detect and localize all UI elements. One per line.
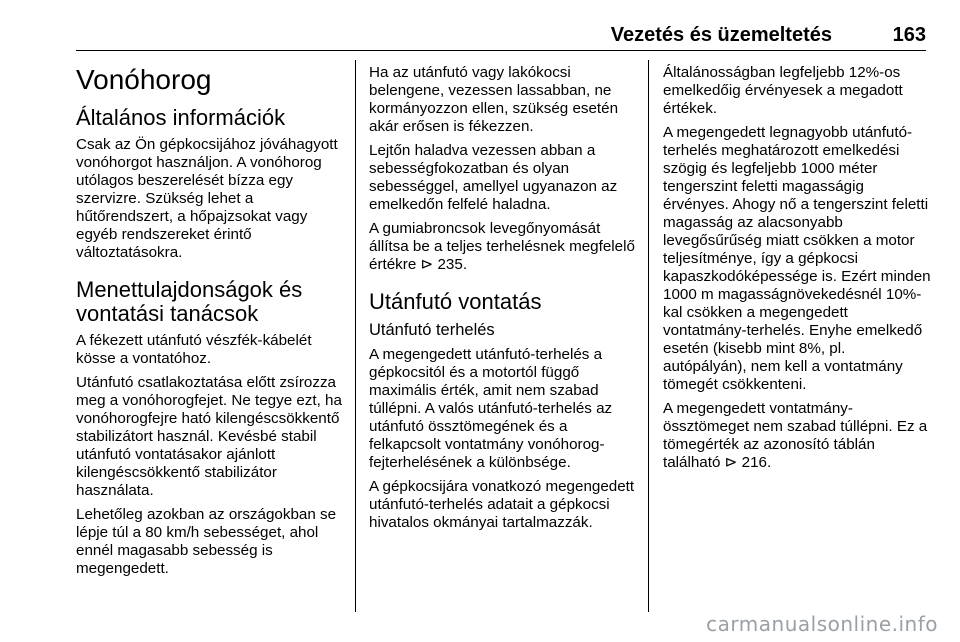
column-divider [648,60,649,612]
page-reference-number: 235. [437,256,468,273]
subsection-title-driving: Menettulajdonságok és vontatási tanácsok [76,277,303,326]
paragraph-with-reference [369,220,637,274]
paragraph: A megengedett legnagyobb utánfutó-terhelés meghatározott emelkedési szögig és legfeljebb 1000 méter tengerszint feletti magasságig érvényes. Ahogy nő a tengerszint feletti magasság az alacsonyabb levegősűrűség miatt csökken a motor teljesítménye, így a gépkocsi kapaszkodóképessége is. Ezért minden 1000 m magasságnövekedésnél 10%-kal csökken a megengedett vontatmány-terhelés. Enyhe emelkedő esetén (kisebb mint 8%, pl. autópályán), nem kell a vontatmány tömegét csökkenteni. [663,124,931,393]
page-reference-number: 216. [741,454,772,471]
page-number: 163 [892,24,926,46]
page-header [76,22,926,51]
paragraph: Lejtőn haladva vezessen abban a sebességfokozatban és olyan sebességgel, amellyel ugyanazon az emelkedőn felfelé haladna. [369,142,618,213]
chapter-title: Vezetés és üzemeltetés [610,24,832,46]
paragraph: A fékezett utánfutó vészfék-kábelét kösse a vontatóhoz. [76,332,312,367]
paragraph-text: A gumiabroncsok levegőnyomását állítsa be a teljes terhelésnek megfelelő értékre [369,220,635,273]
paragraph-with-reference [663,400,931,472]
page-reference[interactable] [725,454,772,471]
watermark: carmanualsonline.info [706,612,938,636]
page-reference-arrow-icon: ⊳ [724,454,738,471]
column-3 [663,64,931,478]
page-reference[interactable] [421,256,468,273]
column-1 [76,64,344,584]
paragraph: A megengedett utánfutó-terhelés a gépkocsitól és a motortól függő maximális érték, amit nem szabad túllépni. A valós utánfutó-terhelés az utánfutó össztömegének és a felkapcsolt vontatmány vonóhorog-fejterhelésének a különbsége. [369,346,613,471]
paragraph: Lehetőleg azokban az országokban se lépje túl a 80 km/h sebességet, ahol ennél magasabb sebesség is megengedett. [76,506,337,577]
page-reference-arrow-icon: ⊳ [420,256,434,273]
section-title: Vonóhorog [76,64,212,95]
subsection-title-load: Utánfutó terhelés [369,321,495,339]
column-2 [369,64,637,538]
paragraph: Utánfutó csatlakoztatása előtt zsírozza meg a vonóhorogfejet. Ne tegye ezt, ha vonóhorogfejre ható kilengéscsökkentő stabilizátort használ. Kevésbé stabil utánfutó vontatásakor ajánlott kilengéscsökkentő stabilizátor használata. [76,374,342,499]
subsection-title-general: Általános információk [76,105,286,130]
paragraph: Ha az utánfutó vagy lakókocsi belengene, vezessen lassabban, ne kormányozzon ellen, szükség esetén akár erősen is fékezzen. [369,64,619,135]
paragraph: Általánosságban legfeljebb 12%-os emelkedőig érvényesek a megadott értékek. [663,64,903,117]
paragraph-text: A megengedett vontatmány-össztömeget nem szabad túllépni. Ez a tömegérték az azonosító táblán található [663,400,928,471]
paragraph: Csak az Ön gépkocsijához jóváhagyott vonóhorgot használjon. A vonóhorog utólagos beszerelését bízza egy szervizre. Szükség lehet a hűtőrendszert, a hőpajzsokat vagy egyéb rendszereket érintő változtatásokra. [76,136,338,261]
column-divider [355,60,356,612]
paragraph: A gépkocsijára vonatkozó megengedett utánfutó-terhelés adatait a gépkocsi hivatalos okmányai tartalmazzák. [369,478,635,531]
section-title-towing: Utánfutó vontatás [369,289,542,314]
